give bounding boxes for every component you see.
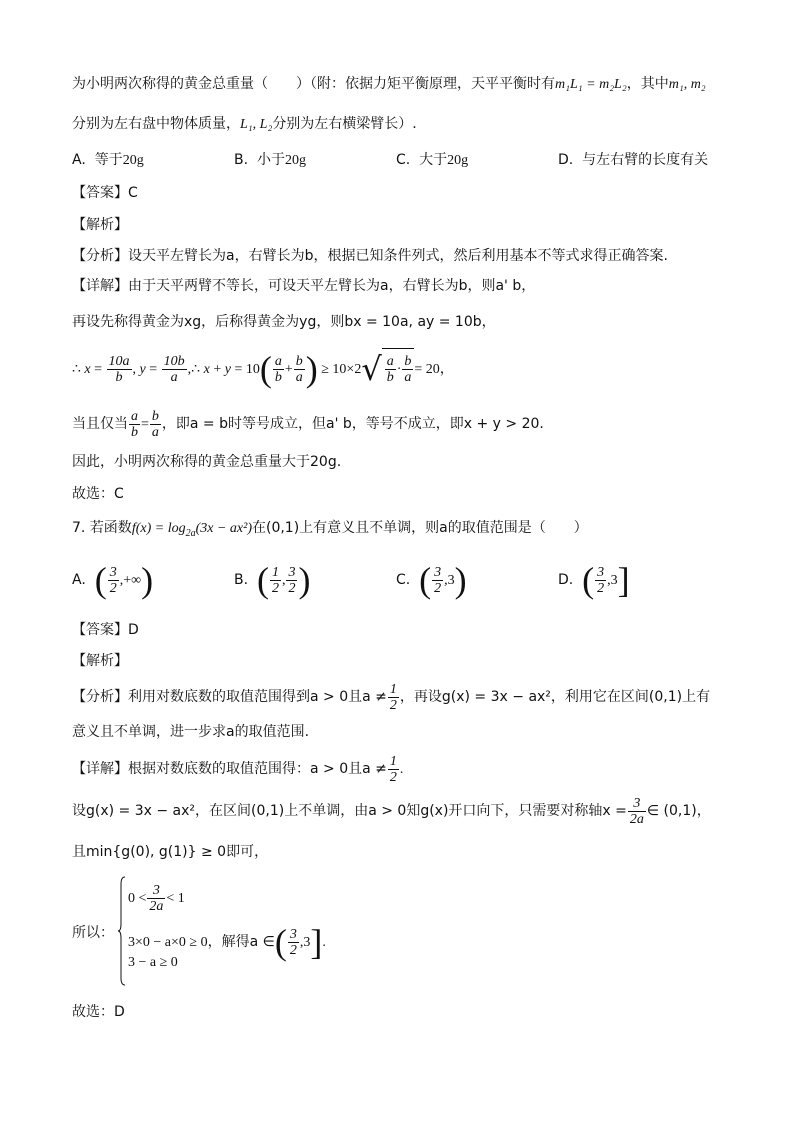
choose-line: 故选：D [72,1004,125,1020]
detail-line: 【详解】根据对数底数的取值范围得：a > 0且a ≠ $\frac{1}{2}$ . [72,753,404,785]
option-c: C. ( $\frac{3}{2}$ ,3) [396,560,467,600]
left-brace-icon [118,876,126,986]
option-a: A. 等于20g [72,152,144,168]
analysis-line: 【分析】利用对数底数的取值范围得到a > 0且a ≠ $\frac{1}{2}$ ，再设g(x) = 3x − ax²，利用它在区间(0,1)上有 [72,681,711,713]
system-row: 3×0 − a×0 ≥ 0，解得a ∈( $\frac{3}{2}$ ,3]. [128,922,326,962]
detail-line: 当且仅当 $\frac{a}{b}$ = $\frac{b}{a}$ ，即a = b时等号成立，但a' b，等号不成立，即x + y > 20. [72,408,544,440]
analysis-heading: 【解析】 [72,217,128,233]
detail-line: 再设先称得黄金为xg，后称得黄金为yg，则bx = 10a, ay = 10b， [72,314,496,330]
formula: L₁, L₂ [240,117,273,132]
question-text: 分别为左右盘中物体质量， [72,116,240,132]
detail-line: 因此，小明两次称得的黄金总重量大于20g. [72,454,342,470]
analysis-heading: 【解析】 [72,653,128,669]
formula: m₁L₁ = m₂L₂ [555,77,627,92]
detail-line: 且min{g(0), g(1)} ≥ 0即可， [72,844,269,860]
formula: m₁, m₂ [668,77,706,92]
analysis-line: 【分析】设天平左臂长为a，右臂长为b，根据已知条件列式，然后利用基本不等式求得正确答案. [72,248,668,264]
option-c: C. 大于20g [396,152,469,168]
answer-line: 【答案】D [72,622,139,638]
option-d: D. 与左右臂的长度有关 [558,152,709,168]
question-text: 为小明两次称得的黄金总重量（ ）（附：依据力矩平衡原理，天平平衡时有 [72,76,555,92]
system-row: 3 − a ≥ 0 [128,955,178,970]
math-line: ∴ x = $\frac{10a}{b}$ , y = $\frac{10b}{a}$ ,∴ x + y = 10( $\frac{a}{b}$ + $\frac{b}{a}$ ) ≥ 10×2√ $\frac{a}{b}$ · $\frac{b}{a}$ = 20， [72,349,454,389]
question-text: ，其中 [626,76,669,92]
detail-line: 设g(x) = 3x − ax²，在区间(0,1)上不单调，由a > 0知g(x)开口向下，只需要对称轴x = $\frac{3}{2a}$ ∈ (0,1)， [72,795,711,827]
question-7: 7. 若函数$f(x) = \log_{2a}(3x - ax^2)$在(0,1)上有意义且不单调，则a的取值范围是（ ） [72,520,588,539]
detail-line: 【详解】由于天平两臂不等长，可设天平左臂长为a，右臂长为b，则a' b， [72,278,536,294]
so-label: 所以： [72,925,114,941]
choose-line: 故选：C [72,486,124,502]
option-a: A. ( $\frac{3}{2}$ ,+∞) [72,560,154,600]
answer-value: C [128,185,138,201]
option-b: B. ( $\frac{1}{2}$ , $\frac{3}{2}$ ) [234,560,311,600]
system-row: 0 < $\frac{3}{2a}$ < 1 [128,882,185,914]
analysis-line: 意义且不单调，进一步求a的取值范围. [72,724,310,740]
answer-value: D [128,622,139,638]
answer-line: 【答案】C [72,185,138,201]
question-text: 分别为左右横梁臂长）. [272,116,417,132]
option-d: D. ( $\frac{3}{2}$ ,3] [558,560,630,600]
paragraph-line [72,114,417,135]
paragraph-line [72,74,706,95]
option-b: B. 小于20g [234,152,306,168]
